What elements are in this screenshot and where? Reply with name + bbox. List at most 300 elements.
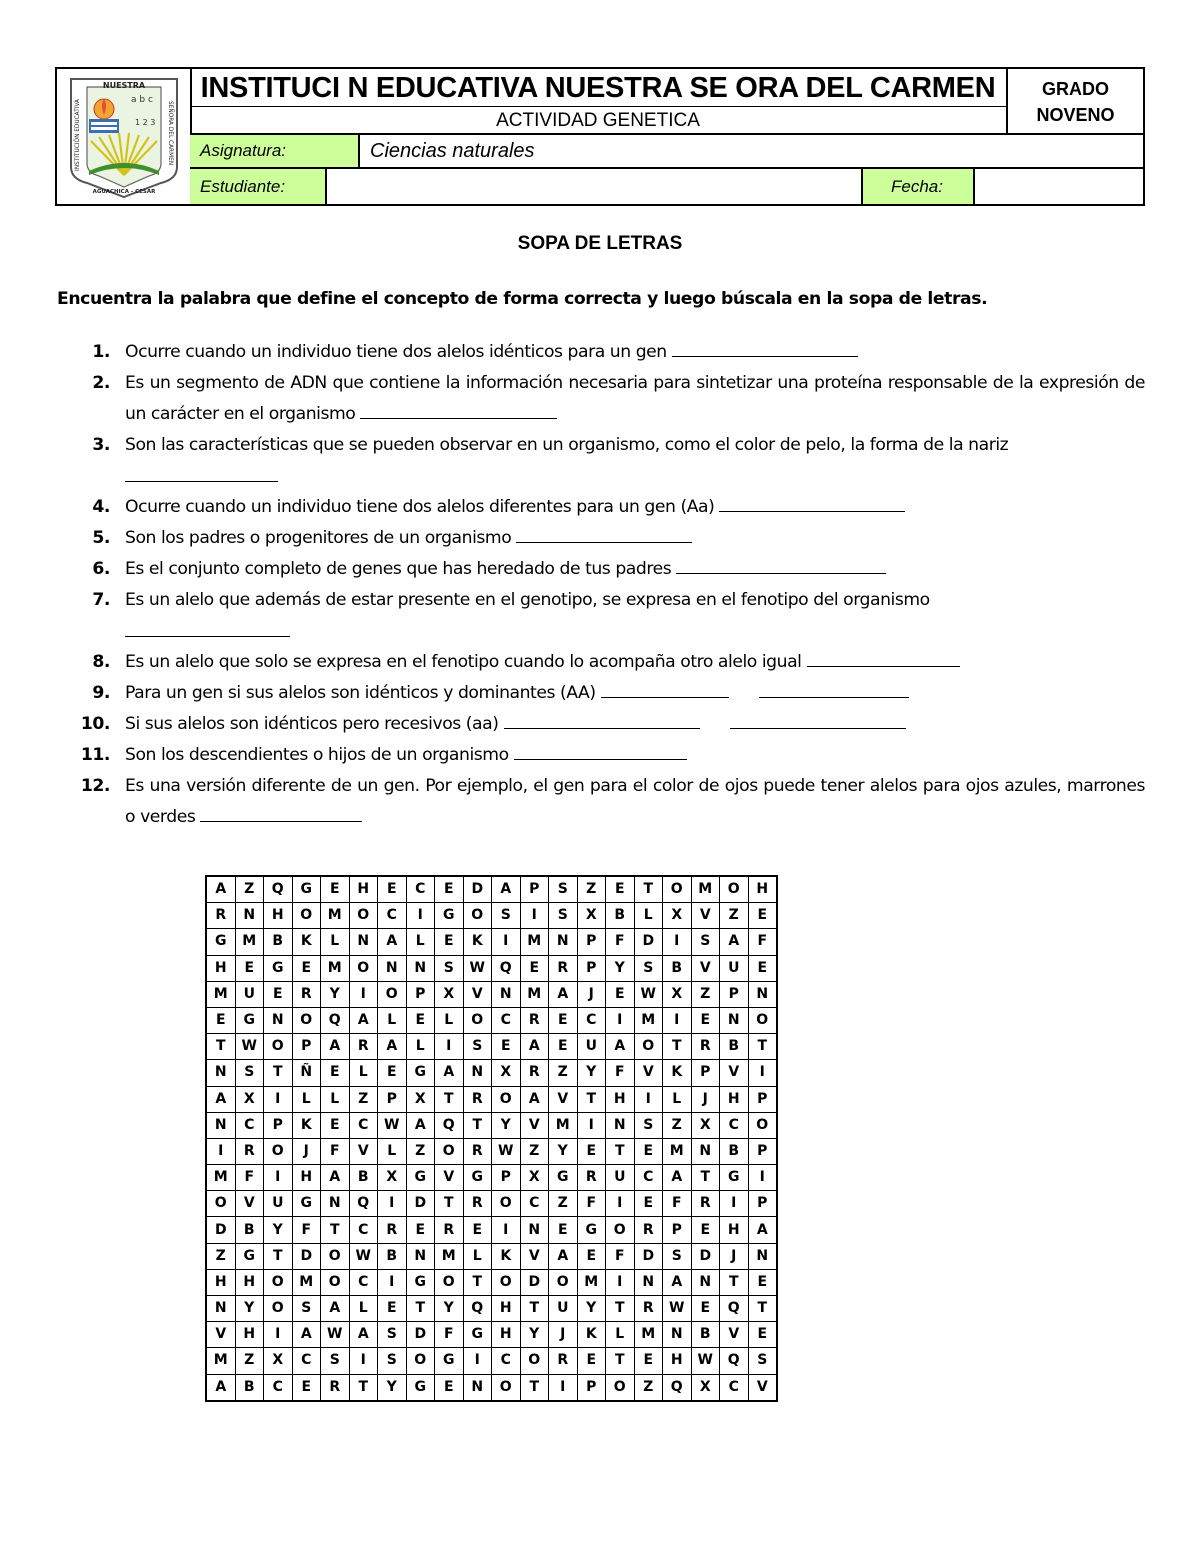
grid-cell[interactable]: D bbox=[463, 876, 492, 903]
grid-cell[interactable]: T bbox=[520, 1296, 549, 1322]
grid-cell[interactable]: T bbox=[663, 1034, 692, 1060]
grid-cell[interactable]: I bbox=[406, 903, 435, 929]
grid-cell[interactable]: T bbox=[720, 1269, 749, 1295]
grid-cell[interactable]: E bbox=[748, 903, 777, 929]
grid-cell[interactable]: Z bbox=[349, 1086, 378, 1112]
grid-cell[interactable]: E bbox=[463, 1217, 492, 1243]
grid-cell[interactable]: T bbox=[520, 1374, 549, 1401]
grid-cell[interactable]: X bbox=[378, 1165, 407, 1191]
grid-cell[interactable]: Y bbox=[520, 1322, 549, 1348]
grid-cell[interactable]: B bbox=[349, 1165, 378, 1191]
grid-cell[interactable]: V bbox=[520, 1112, 549, 1138]
grid-cell[interactable]: D bbox=[520, 1269, 549, 1295]
grid-cell[interactable]: R bbox=[435, 1217, 464, 1243]
grid-cell[interactable]: N bbox=[748, 981, 777, 1007]
grid-cell[interactable]: S bbox=[549, 903, 578, 929]
grid-cell[interactable]: V bbox=[691, 955, 720, 981]
grid-cell[interactable]: R bbox=[292, 981, 321, 1007]
grid-cell[interactable]: A bbox=[206, 876, 235, 903]
grid-cell[interactable]: T bbox=[606, 1348, 635, 1374]
grid-cell[interactable]: P bbox=[663, 1217, 692, 1243]
grid-cell[interactable]: R bbox=[321, 1374, 350, 1401]
grid-cell[interactable]: G bbox=[406, 1060, 435, 1086]
grid-cell[interactable]: J bbox=[720, 1243, 749, 1269]
grid-cell[interactable]: B bbox=[663, 955, 692, 981]
grid-cell[interactable]: S bbox=[634, 955, 663, 981]
answer-blank[interactable] bbox=[200, 803, 362, 822]
grid-cell[interactable]: P bbox=[492, 1165, 521, 1191]
grid-cell[interactable]: O bbox=[492, 1269, 521, 1295]
grid-cell[interactable]: L bbox=[378, 1138, 407, 1164]
grid-cell[interactable]: A bbox=[520, 1034, 549, 1060]
grid-cell[interactable]: E bbox=[435, 929, 464, 955]
grid-cell[interactable]: E bbox=[321, 876, 350, 903]
grid-cell[interactable]: N bbox=[378, 955, 407, 981]
answer-blank[interactable] bbox=[601, 679, 729, 698]
grid-cell[interactable]: O bbox=[349, 955, 378, 981]
grid-cell[interactable]: R bbox=[691, 1191, 720, 1217]
grid-cell[interactable]: S bbox=[235, 1060, 264, 1086]
grid-cell[interactable]: O bbox=[378, 981, 407, 1007]
grid-cell[interactable]: E bbox=[691, 1296, 720, 1322]
grid-cell[interactable]: L bbox=[463, 1243, 492, 1269]
estudiante-field[interactable] bbox=[327, 169, 863, 204]
grid-cell[interactable]: R bbox=[463, 1191, 492, 1217]
grid-cell[interactable]: I bbox=[549, 1374, 578, 1401]
grid-cell[interactable]: V bbox=[463, 981, 492, 1007]
grid-cell[interactable]: X bbox=[691, 1112, 720, 1138]
grid-cell[interactable]: E bbox=[549, 1007, 578, 1033]
grid-cell[interactable]: L bbox=[606, 1322, 635, 1348]
grid-cell[interactable]: F bbox=[577, 1191, 606, 1217]
grid-cell[interactable]: G bbox=[435, 903, 464, 929]
grid-cell[interactable]: Z bbox=[577, 876, 606, 903]
grid-cell[interactable]: V bbox=[349, 1138, 378, 1164]
grid-cell[interactable]: P bbox=[748, 1138, 777, 1164]
grid-cell[interactable]: P bbox=[691, 1060, 720, 1086]
grid-cell[interactable]: I bbox=[264, 1086, 293, 1112]
grid-cell[interactable]: E bbox=[492, 1034, 521, 1060]
grid-cell[interactable]: N bbox=[606, 1112, 635, 1138]
grid-cell[interactable]: E bbox=[634, 1138, 663, 1164]
grid-cell[interactable]: H bbox=[720, 1086, 749, 1112]
grid-cell[interactable]: E bbox=[577, 1138, 606, 1164]
grid-cell[interactable]: I bbox=[492, 929, 521, 955]
grid-cell[interactable]: A bbox=[378, 1034, 407, 1060]
grid-cell[interactable]: N bbox=[206, 1296, 235, 1322]
grid-cell[interactable]: P bbox=[406, 981, 435, 1007]
grid-cell[interactable]: T bbox=[463, 1112, 492, 1138]
grid-cell[interactable]: M bbox=[520, 929, 549, 955]
grid-cell[interactable]: O bbox=[748, 1007, 777, 1033]
grid-cell[interactable]: X bbox=[691, 1374, 720, 1401]
grid-cell[interactable]: K bbox=[492, 1243, 521, 1269]
grid-cell[interactable]: N bbox=[492, 981, 521, 1007]
grid-cell[interactable]: T bbox=[435, 1191, 464, 1217]
grid-cell[interactable]: A bbox=[321, 1165, 350, 1191]
grid-cell[interactable]: R bbox=[549, 955, 578, 981]
grid-cell[interactable]: S bbox=[492, 903, 521, 929]
grid-cell[interactable]: X bbox=[520, 1165, 549, 1191]
grid-cell[interactable]: W bbox=[663, 1296, 692, 1322]
grid-cell[interactable]: R bbox=[520, 1007, 549, 1033]
grid-cell[interactable]: H bbox=[235, 1269, 264, 1295]
grid-cell[interactable]: V bbox=[634, 1060, 663, 1086]
grid-cell[interactable]: T bbox=[606, 1296, 635, 1322]
grid-cell[interactable]: S bbox=[663, 1243, 692, 1269]
grid-cell[interactable]: O bbox=[264, 1296, 293, 1322]
grid-cell[interactable]: H bbox=[264, 903, 293, 929]
grid-cell[interactable]: V bbox=[520, 1243, 549, 1269]
grid-cell[interactable]: W bbox=[463, 955, 492, 981]
grid-cell[interactable]: V bbox=[235, 1191, 264, 1217]
grid-cell[interactable]: H bbox=[663, 1348, 692, 1374]
answer-blank[interactable] bbox=[672, 338, 858, 357]
grid-cell[interactable]: O bbox=[264, 1034, 293, 1060]
grid-cell[interactable]: B bbox=[606, 903, 635, 929]
grid-cell[interactable]: P bbox=[520, 876, 549, 903]
grid-cell[interactable]: E bbox=[634, 1348, 663, 1374]
grid-cell[interactable]: G bbox=[292, 876, 321, 903]
grid-cell[interactable]: W bbox=[235, 1034, 264, 1060]
grid-cell[interactable]: Q bbox=[492, 955, 521, 981]
grid-cell[interactable]: B bbox=[691, 1322, 720, 1348]
grid-cell[interactable]: P bbox=[748, 1191, 777, 1217]
grid-cell[interactable]: P bbox=[264, 1112, 293, 1138]
grid-cell[interactable]: G bbox=[720, 1165, 749, 1191]
grid-cell[interactable]: Y bbox=[435, 1296, 464, 1322]
grid-cell[interactable]: R bbox=[691, 1034, 720, 1060]
grid-cell[interactable]: L bbox=[349, 1296, 378, 1322]
grid-cell[interactable]: I bbox=[606, 1191, 635, 1217]
grid-cell[interactable]: T bbox=[206, 1034, 235, 1060]
grid-cell[interactable]: T bbox=[577, 1086, 606, 1112]
grid-cell[interactable]: O bbox=[435, 1269, 464, 1295]
grid-cell[interactable]: I bbox=[577, 1112, 606, 1138]
grid-cell[interactable]: I bbox=[264, 1165, 293, 1191]
grid-cell[interactable]: P bbox=[378, 1086, 407, 1112]
grid-cell[interactable]: L bbox=[321, 929, 350, 955]
grid-cell[interactable]: F bbox=[663, 1191, 692, 1217]
grid-cell[interactable]: I bbox=[606, 1269, 635, 1295]
grid-cell[interactable]: F bbox=[435, 1322, 464, 1348]
grid-cell[interactable]: I bbox=[378, 1191, 407, 1217]
grid-cell[interactable]: J bbox=[691, 1086, 720, 1112]
grid-cell[interactable]: C bbox=[720, 1112, 749, 1138]
grid-cell[interactable]: E bbox=[748, 1322, 777, 1348]
grid-cell[interactable]: O bbox=[520, 1348, 549, 1374]
grid-cell[interactable]: G bbox=[549, 1165, 578, 1191]
grid-cell[interactable]: E bbox=[378, 876, 407, 903]
grid-cell[interactable]: L bbox=[349, 1060, 378, 1086]
grid-cell[interactable]: I bbox=[349, 981, 378, 1007]
grid-cell[interactable]: A bbox=[349, 1007, 378, 1033]
answer-blank[interactable] bbox=[125, 463, 278, 482]
grid-cell[interactable]: N bbox=[206, 1060, 235, 1086]
grid-cell[interactable]: E bbox=[321, 1112, 350, 1138]
grid-cell[interactable]: D bbox=[406, 1191, 435, 1217]
grid-cell[interactable]: O bbox=[492, 1086, 521, 1112]
grid-cell[interactable]: A bbox=[492, 876, 521, 903]
grid-cell[interactable]: H bbox=[606, 1086, 635, 1112]
grid-cell[interactable]: Q bbox=[321, 1007, 350, 1033]
grid-cell[interactable]: G bbox=[463, 1165, 492, 1191]
fecha-field[interactable] bbox=[975, 169, 1143, 204]
grid-cell[interactable]: Z bbox=[663, 1112, 692, 1138]
grid-cell[interactable]: P bbox=[720, 981, 749, 1007]
grid-cell[interactable]: O bbox=[606, 1217, 635, 1243]
grid-cell[interactable]: Z bbox=[691, 981, 720, 1007]
grid-cell[interactable]: A bbox=[206, 1086, 235, 1112]
grid-cell[interactable]: V bbox=[435, 1165, 464, 1191]
grid-cell[interactable]: B bbox=[378, 1243, 407, 1269]
grid-cell[interactable]: S bbox=[292, 1296, 321, 1322]
grid-cell[interactable]: M bbox=[549, 1112, 578, 1138]
grid-cell[interactable]: E bbox=[606, 876, 635, 903]
grid-cell[interactable]: A bbox=[378, 929, 407, 955]
grid-cell[interactable]: E bbox=[691, 1007, 720, 1033]
grid-cell[interactable]: X bbox=[577, 903, 606, 929]
grid-cell[interactable]: R bbox=[378, 1217, 407, 1243]
grid-cell[interactable]: F bbox=[292, 1217, 321, 1243]
grid-cell[interactable]: Z bbox=[406, 1138, 435, 1164]
grid-cell[interactable]: N bbox=[748, 1243, 777, 1269]
grid-cell[interactable]: Z bbox=[549, 1060, 578, 1086]
grid-cell[interactable]: O bbox=[634, 1034, 663, 1060]
answer-blank[interactable] bbox=[730, 710, 906, 729]
grid-cell[interactable]: F bbox=[321, 1138, 350, 1164]
grid-cell[interactable]: I bbox=[463, 1348, 492, 1374]
grid-cell[interactable]: U bbox=[549, 1296, 578, 1322]
grid-cell[interactable]: M bbox=[520, 981, 549, 1007]
grid-cell[interactable]: N bbox=[691, 1138, 720, 1164]
grid-cell[interactable]: O bbox=[264, 1269, 293, 1295]
grid-cell[interactable]: Z bbox=[206, 1243, 235, 1269]
grid-cell[interactable]: Y bbox=[577, 1060, 606, 1086]
grid-cell[interactable]: Z bbox=[520, 1138, 549, 1164]
grid-cell[interactable]: R bbox=[549, 1348, 578, 1374]
grid-cell[interactable]: M bbox=[206, 981, 235, 1007]
grid-cell[interactable]: P bbox=[577, 1374, 606, 1401]
grid-cell[interactable]: N bbox=[549, 929, 578, 955]
grid-cell[interactable]: B bbox=[720, 1138, 749, 1164]
grid-cell[interactable]: A bbox=[606, 1034, 635, 1060]
grid-cell[interactable]: M bbox=[321, 955, 350, 981]
grid-cell[interactable]: Q bbox=[264, 876, 293, 903]
grid-cell[interactable]: R bbox=[463, 1086, 492, 1112]
grid-cell[interactable]: A bbox=[663, 1165, 692, 1191]
grid-cell[interactable]: T bbox=[321, 1217, 350, 1243]
grid-cell[interactable]: N bbox=[321, 1191, 350, 1217]
grid-cell[interactable]: E bbox=[577, 1348, 606, 1374]
grid-cell[interactable]: X bbox=[663, 903, 692, 929]
grid-cell[interactable]: Y bbox=[492, 1112, 521, 1138]
grid-cell[interactable]: V bbox=[720, 1322, 749, 1348]
answer-blank[interactable] bbox=[676, 555, 886, 574]
grid-cell[interactable]: N bbox=[520, 1217, 549, 1243]
answer-blank[interactable] bbox=[360, 400, 557, 419]
grid-cell[interactable]: G bbox=[463, 1322, 492, 1348]
grid-cell[interactable]: G bbox=[406, 1269, 435, 1295]
grid-cell[interactable]: E bbox=[606, 981, 635, 1007]
grid-cell[interactable]: E bbox=[378, 1296, 407, 1322]
grid-cell[interactable]: G bbox=[406, 1165, 435, 1191]
grid-cell[interactable]: Z bbox=[720, 903, 749, 929]
grid-cell[interactable]: N bbox=[406, 1243, 435, 1269]
grid-cell[interactable]: Q bbox=[663, 1374, 692, 1401]
grid-cell[interactable]: K bbox=[463, 929, 492, 955]
grid-cell[interactable]: J bbox=[577, 981, 606, 1007]
grid-cell[interactable]: K bbox=[663, 1060, 692, 1086]
grid-cell[interactable]: N bbox=[463, 1060, 492, 1086]
grid-cell[interactable]: E bbox=[292, 955, 321, 981]
grid-cell[interactable]: I bbox=[663, 929, 692, 955]
grid-cell[interactable]: E bbox=[549, 1217, 578, 1243]
grid-cell[interactable]: D bbox=[206, 1217, 235, 1243]
grid-cell[interactable]: O bbox=[549, 1269, 578, 1295]
grid-cell[interactable]: L bbox=[634, 903, 663, 929]
grid-cell[interactable]: Q bbox=[720, 1296, 749, 1322]
grid-cell[interactable]: W bbox=[691, 1348, 720, 1374]
grid-cell[interactable]: V bbox=[206, 1322, 235, 1348]
grid-cell[interactable]: T bbox=[463, 1269, 492, 1295]
grid-cell[interactable]: Ñ bbox=[292, 1060, 321, 1086]
grid-cell[interactable]: G bbox=[235, 1243, 264, 1269]
grid-cell[interactable]: F bbox=[235, 1165, 264, 1191]
grid-cell[interactable]: T bbox=[406, 1296, 435, 1322]
grid-cell[interactable]: O bbox=[292, 903, 321, 929]
grid-cell[interactable]: Q bbox=[463, 1296, 492, 1322]
grid-cell[interactable]: O bbox=[435, 1138, 464, 1164]
answer-blank[interactable] bbox=[516, 524, 692, 543]
grid-cell[interactable]: L bbox=[321, 1086, 350, 1112]
grid-cell[interactable]: I bbox=[663, 1007, 692, 1033]
grid-cell[interactable]: O bbox=[321, 1269, 350, 1295]
grid-cell[interactable]: O bbox=[492, 1374, 521, 1401]
grid-cell[interactable]: N bbox=[349, 929, 378, 955]
grid-cell[interactable]: E bbox=[321, 1060, 350, 1086]
grid-cell[interactable]: C bbox=[492, 1348, 521, 1374]
grid-cell[interactable]: S bbox=[378, 1322, 407, 1348]
grid-cell[interactable]: Y bbox=[378, 1374, 407, 1401]
grid-cell[interactable]: O bbox=[292, 1007, 321, 1033]
grid-cell[interactable]: E bbox=[378, 1060, 407, 1086]
grid-cell[interactable]: L bbox=[378, 1007, 407, 1033]
grid-cell[interactable]: I bbox=[748, 1165, 777, 1191]
grid-cell[interactable]: E bbox=[406, 1007, 435, 1033]
grid-cell[interactable]: B bbox=[235, 1374, 264, 1401]
grid-cell[interactable]: G bbox=[235, 1007, 264, 1033]
grid-cell[interactable]: L bbox=[663, 1086, 692, 1112]
grid-cell[interactable]: V bbox=[748, 1374, 777, 1401]
grid-cell[interactable]: W bbox=[634, 981, 663, 1007]
grid-cell[interactable]: Y bbox=[549, 1138, 578, 1164]
grid-cell[interactable]: S bbox=[549, 876, 578, 903]
grid-cell[interactable]: C bbox=[406, 876, 435, 903]
grid-cell[interactable]: A bbox=[292, 1322, 321, 1348]
grid-cell[interactable]: R bbox=[634, 1296, 663, 1322]
grid-cell[interactable]: J bbox=[549, 1322, 578, 1348]
grid-cell[interactable]: M bbox=[634, 1007, 663, 1033]
grid-cell[interactable]: G bbox=[292, 1191, 321, 1217]
grid-cell[interactable]: Q bbox=[349, 1191, 378, 1217]
grid-cell[interactable]: C bbox=[292, 1348, 321, 1374]
grid-cell[interactable]: N bbox=[406, 955, 435, 981]
grid-cell[interactable]: C bbox=[634, 1165, 663, 1191]
grid-cell[interactable]: I bbox=[606, 1007, 635, 1033]
grid-cell[interactable]: H bbox=[206, 1269, 235, 1295]
grid-cell[interactable]: P bbox=[292, 1034, 321, 1060]
answer-blank[interactable] bbox=[125, 618, 290, 637]
grid-cell[interactable]: I bbox=[634, 1086, 663, 1112]
grid-cell[interactable]: E bbox=[435, 876, 464, 903]
grid-cell[interactable]: I bbox=[206, 1138, 235, 1164]
grid-cell[interactable]: L bbox=[292, 1086, 321, 1112]
grid-cell[interactable]: M bbox=[435, 1243, 464, 1269]
grid-cell[interactable]: Y bbox=[606, 955, 635, 981]
answer-blank[interactable] bbox=[514, 741, 687, 760]
grid-cell[interactable]: G bbox=[406, 1374, 435, 1401]
grid-cell[interactable]: A bbox=[720, 929, 749, 955]
grid-cell[interactable]: L bbox=[406, 1034, 435, 1060]
grid-cell[interactable]: A bbox=[435, 1060, 464, 1086]
grid-cell[interactable]: N bbox=[634, 1269, 663, 1295]
grid-cell[interactable]: W bbox=[378, 1112, 407, 1138]
grid-cell[interactable]: W bbox=[492, 1138, 521, 1164]
grid-cell[interactable]: A bbox=[748, 1217, 777, 1243]
grid-cell[interactable]: T bbox=[748, 1296, 777, 1322]
grid-cell[interactable]: R bbox=[463, 1138, 492, 1164]
grid-cell[interactable]: Z bbox=[235, 1348, 264, 1374]
grid-cell[interactable]: O bbox=[206, 1191, 235, 1217]
grid-cell[interactable]: C bbox=[492, 1007, 521, 1033]
grid-cell[interactable]: O bbox=[321, 1243, 350, 1269]
grid-cell[interactable]: L bbox=[406, 929, 435, 955]
grid-cell[interactable]: G bbox=[435, 1348, 464, 1374]
grid-cell[interactable]: E bbox=[520, 955, 549, 981]
grid-cell[interactable]: B bbox=[264, 929, 293, 955]
grid-cell[interactable]: Y bbox=[235, 1296, 264, 1322]
grid-cell[interactable]: R bbox=[634, 1217, 663, 1243]
grid-cell[interactable]: E bbox=[264, 981, 293, 1007]
grid-cell[interactable]: E bbox=[549, 1034, 578, 1060]
grid-cell[interactable]: I bbox=[435, 1034, 464, 1060]
grid-cell[interactable]: A bbox=[206, 1374, 235, 1401]
grid-cell[interactable]: T bbox=[264, 1060, 293, 1086]
grid-cell[interactable]: T bbox=[748, 1034, 777, 1060]
grid-cell[interactable]: Y bbox=[321, 981, 350, 1007]
grid-cell[interactable]: V bbox=[720, 1060, 749, 1086]
grid-cell[interactable]: O bbox=[463, 903, 492, 929]
grid-cell[interactable]: B bbox=[235, 1217, 264, 1243]
grid-cell[interactable]: I bbox=[720, 1191, 749, 1217]
grid-cell[interactable]: N bbox=[691, 1269, 720, 1295]
grid-cell[interactable]: E bbox=[691, 1217, 720, 1243]
grid-cell[interactable]: H bbox=[492, 1322, 521, 1348]
grid-cell[interactable]: T bbox=[606, 1138, 635, 1164]
grid-cell[interactable]: P bbox=[577, 929, 606, 955]
grid-cell[interactable]: C bbox=[378, 903, 407, 929]
grid-cell[interactable]: Y bbox=[577, 1296, 606, 1322]
grid-cell[interactable]: M bbox=[206, 1348, 235, 1374]
grid-cell[interactable]: A bbox=[321, 1034, 350, 1060]
grid-cell[interactable]: M bbox=[206, 1165, 235, 1191]
answer-blank[interactable] bbox=[719, 493, 905, 512]
grid-cell[interactable]: T bbox=[691, 1165, 720, 1191]
grid-cell[interactable]: E bbox=[235, 955, 264, 981]
grid-cell[interactable]: Q bbox=[720, 1348, 749, 1374]
answer-blank[interactable] bbox=[807, 648, 960, 667]
